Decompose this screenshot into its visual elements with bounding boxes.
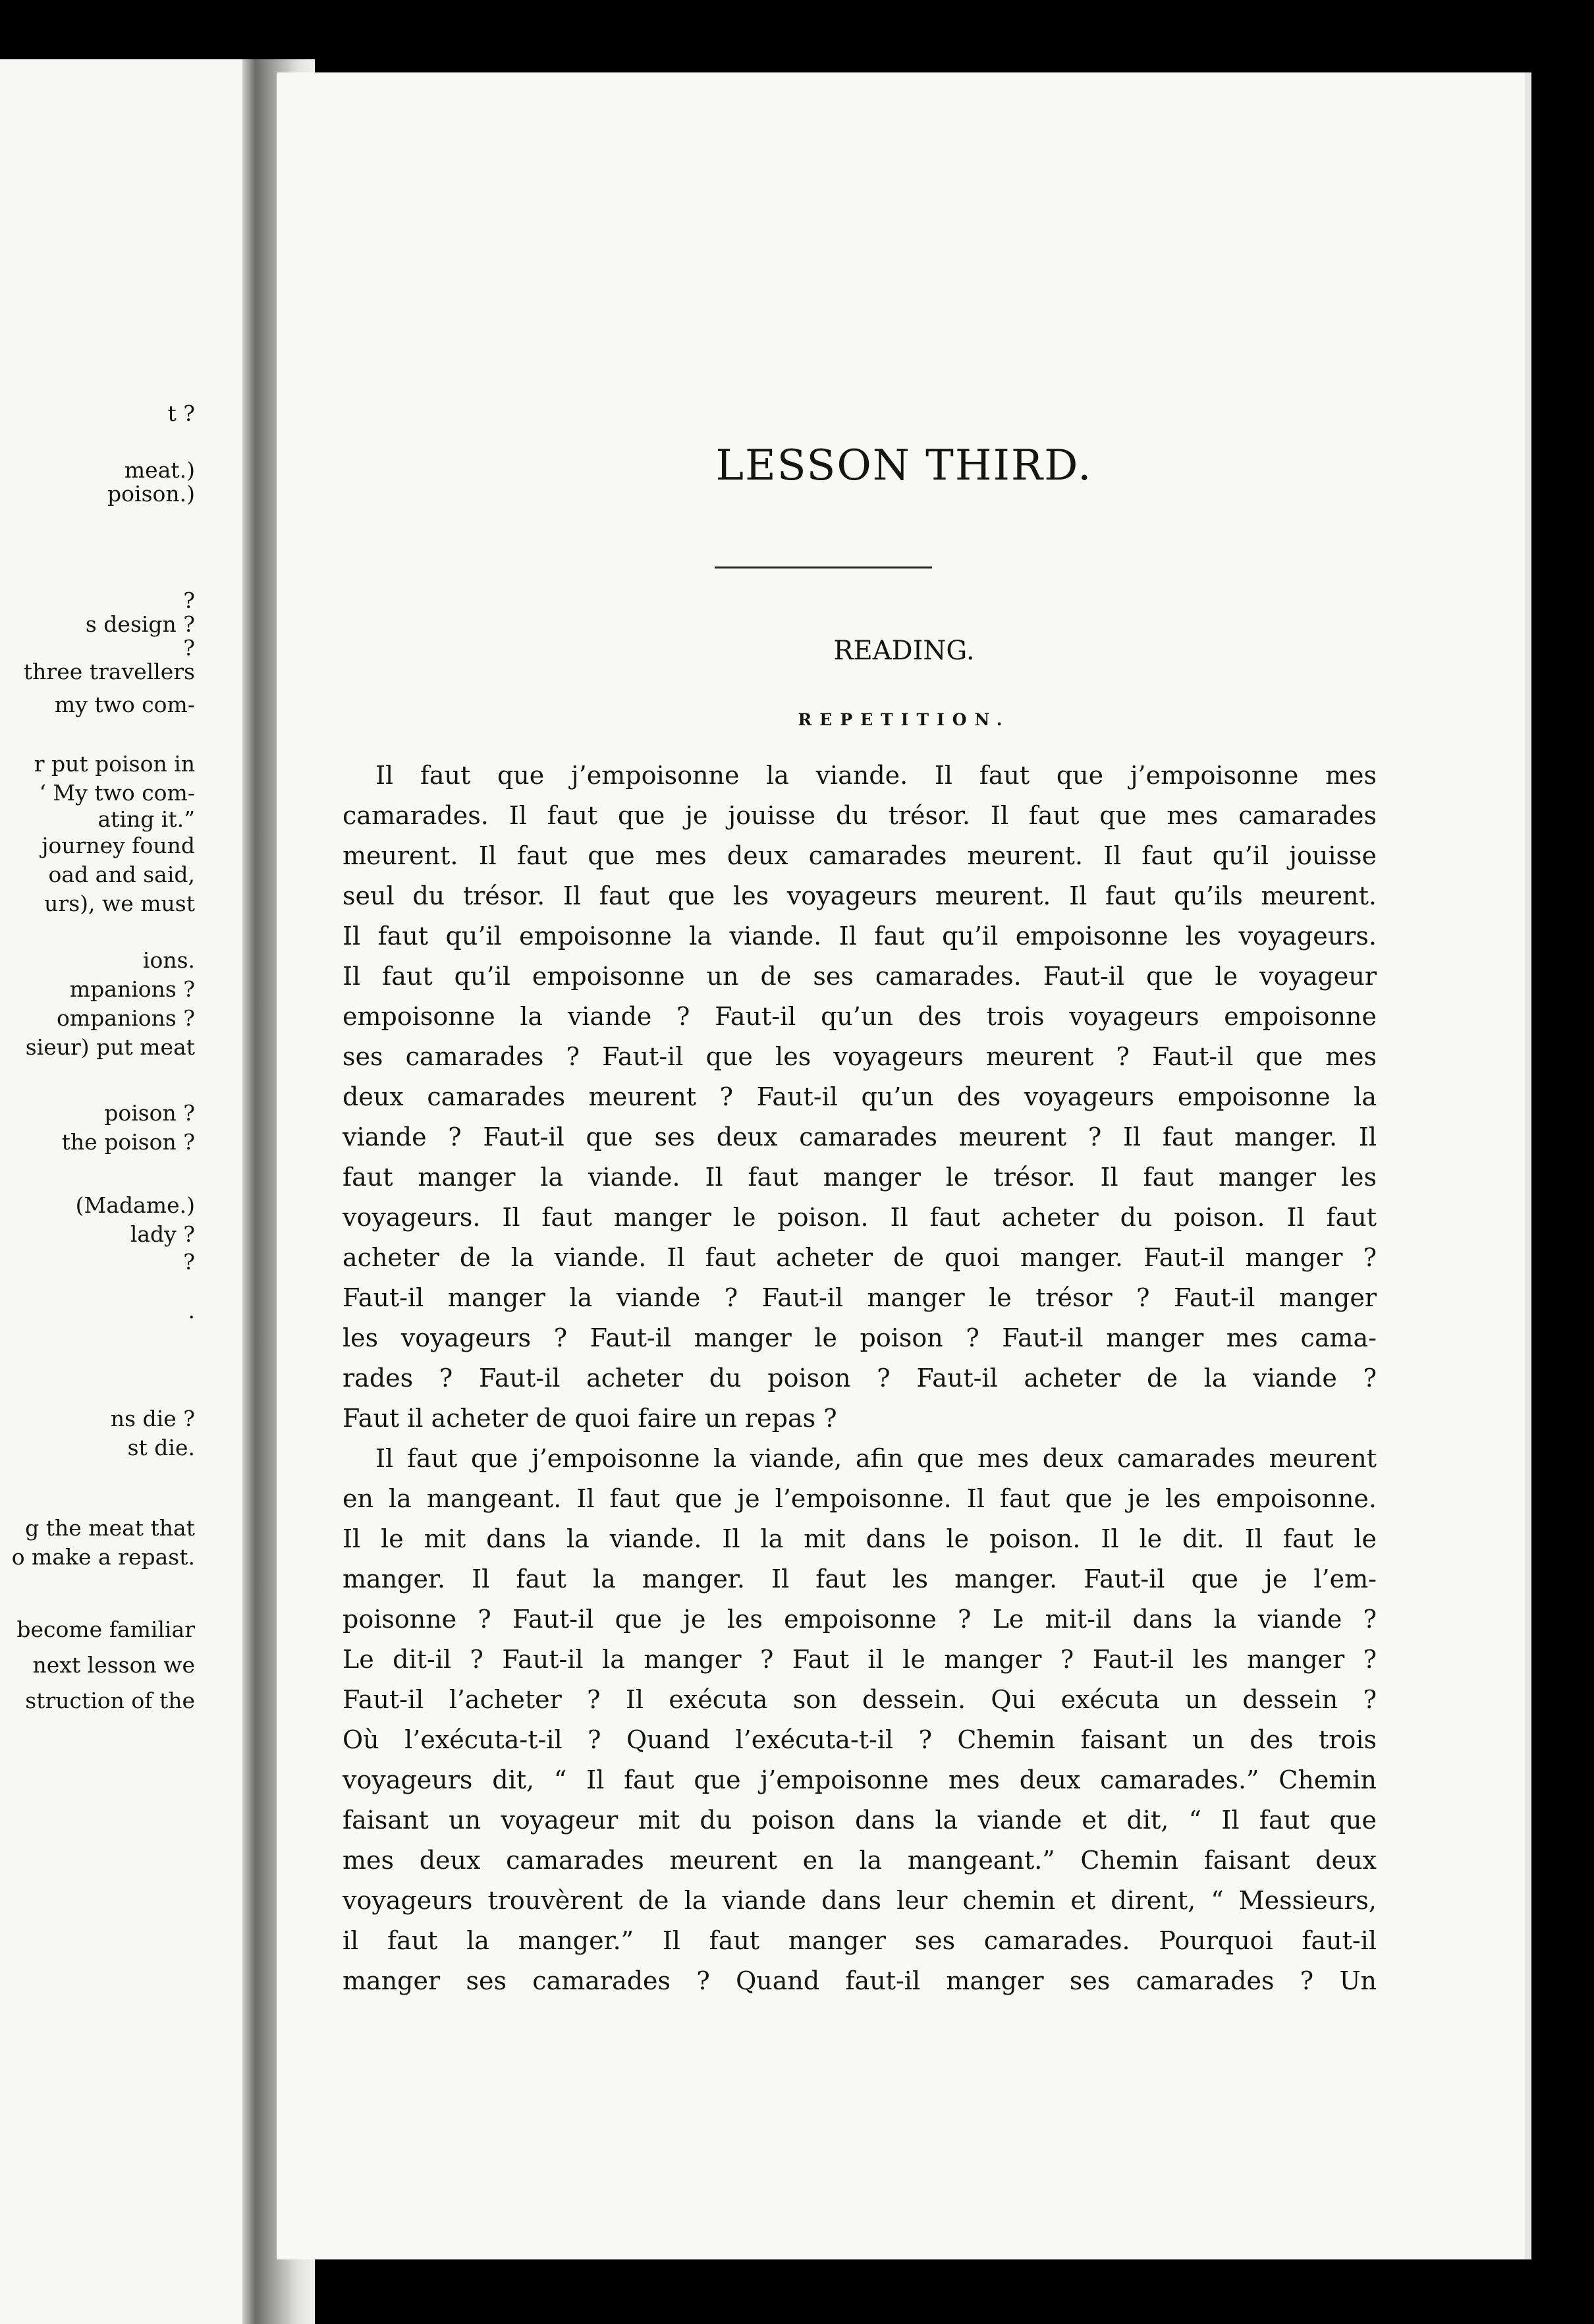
left-line: st die. <box>127 1435 195 1460</box>
text-line: seul du trésor. Il faut que les voyageurs meurent. Il faut qu’ils meurent. <box>343 881 1377 910</box>
text-line: Il faut qu’il empoisonne un de ses camarades. Faut-il que le voyageur <box>343 962 1377 991</box>
text-line: voyageurs trouvèrent de la viande dans leur chemin et dirent, “ Messieurs, <box>343 1886 1377 1915</box>
text-line: voyageurs. Il faut manger le poison. Il faut acheter du poison. Il faut <box>343 1203 1377 1232</box>
text-line: acheter de la viande. Il faut acheter de quoi manger. Faut-il manger ? <box>343 1243 1377 1272</box>
left-line: mpanions ? <box>69 976 195 1002</box>
text-line: Faut-il manger la viande ? Faut-il manger le trésor ? Faut-il manger <box>343 1283 1377 1312</box>
text-line: camarades. Il faut que je jouisse du trésor. Il faut que mes camarades <box>343 801 1377 830</box>
text-line: manger. Il faut la manger. Il faut les manger. Faut-il que je l’em- <box>343 1564 1377 1593</box>
left-line: r put poison in <box>34 751 195 777</box>
left-line: g the meat that <box>25 1515 195 1541</box>
text-line: manger ses camarades ? Quand faut-il manger ses camarades ? Un <box>343 1966 1377 1995</box>
text-line: faut manger la viande. Il faut manger le trésor. Il faut manger les <box>343 1163 1377 1192</box>
subheading: REPETITION. <box>798 710 1010 729</box>
text-line: Faut il acheter de quoi faire un repas ? <box>343 1404 837 1433</box>
text-line: les voyageurs ? Faut-il manger le poison ? Faut-il manger mes cama- <box>343 1323 1377 1352</box>
left-line: ‘ My two com- <box>39 780 195 806</box>
page-edge <box>1525 72 1531 2259</box>
left-line: poison ? <box>104 1100 195 1126</box>
left-line: ompanions ? <box>56 1005 195 1031</box>
text-line: ses camarades ? Faut-il que les voyageurs meurent ? Faut-il que mes <box>343 1042 1377 1071</box>
left-page-fragment <box>0 59 242 2324</box>
left-line: next lesson we <box>32 1652 195 1678</box>
left-line: s design ? <box>85 611 195 637</box>
left-line: o make a repast. <box>11 1544 195 1570</box>
left-line: the poison ? <box>61 1129 195 1155</box>
left-line: urs), we must <box>44 891 195 916</box>
left-line: sieur) put meat <box>25 1034 195 1060</box>
left-line: journey found <box>41 833 195 858</box>
left-line: lady ? <box>130 1221 195 1247</box>
left-line: ns die ? <box>110 1406 195 1431</box>
text-line: Le dit-il ? Faut-il la manger ? Faut il le manger ? Faut-il les manger ? <box>343 1645 1377 1674</box>
text-line: Où l’exécuta-t-il ? Quand l’exécuta-t-il ? Chemin faisant un des trois <box>343 1725 1377 1754</box>
left-line: become familiar <box>16 1617 195 1642</box>
text-line: meurent. Il faut que mes deux camarades meurent. Il faut qu’il jouisse <box>343 841 1377 870</box>
left-line: t ? <box>167 401 195 426</box>
left-line: ? <box>183 1249 195 1275</box>
text-line: en la mangeant. Il faut que je l’empoisonne. Il faut que je les empoisonne. <box>343 1484 1377 1513</box>
text-line: poisonne ? Faut-il que je les empoisonne ? Le mit-il dans la viande ? <box>343 1605 1377 1634</box>
left-line: ating it.” <box>97 806 195 832</box>
left-line: poison.) <box>107 481 195 507</box>
text-line: deux camarades meurent ? Faut-il qu’un des voyageurs empoisonne la <box>343 1082 1377 1111</box>
left-line: (Madame.) <box>75 1192 195 1218</box>
text-line: voyageurs dit, “ Il faut que j’empoisonne mes deux camarades.” Chemin <box>343 1765 1377 1794</box>
right-page <box>277 72 1531 2259</box>
left-line: struction of the <box>25 1688 195 1713</box>
left-line: my two com- <box>54 692 195 717</box>
text-line: il faut la manger.” Il faut manger ses camarades. Pourquoi faut-il <box>343 1926 1377 1955</box>
left-line: three travellers <box>23 659 195 684</box>
text-line: Il faut que j’empoisonne la viande, afin que mes deux camarades meurent <box>375 1444 1377 1473</box>
text-line: Il faut qu’il empoisonne la viande. Il faut qu’il empoisonne les voyageurs. <box>343 922 1377 951</box>
section-heading: READING. <box>833 636 975 666</box>
left-line: ions. <box>142 947 195 973</box>
text-line: viande ? Faut-il que ses deux camarades meurent ? Il faut manger. Il <box>343 1122 1377 1151</box>
left-line: ? <box>183 635 195 661</box>
left-line: meat.) <box>124 457 195 483</box>
lesson-title: LESSON THIRD. <box>715 441 1093 490</box>
left-line: ? <box>183 588 195 613</box>
text-line: empoisonne la viande ? Faut-il qu’un des trois voyageurs empoisonne <box>343 1002 1377 1031</box>
text-line: Il faut que j’empoisonne la viande. Il faut que j’empoisonne mes <box>375 761 1377 790</box>
left-line: oad and said, <box>48 862 195 887</box>
text-line: Faut-il l’acheter ? Il exécuta son dessein. Qui exécuta un dessein ? <box>343 1685 1377 1714</box>
left-line: . <box>188 1298 195 1323</box>
title-rule <box>715 567 932 568</box>
text-line: rades ? Faut-il acheter du poison ? Faut-il acheter de la viande ? <box>343 1364 1377 1393</box>
text-line: mes deux camarades meurent en la mangeant.” Chemin faisant deux <box>343 1846 1377 1875</box>
text-line: faisant un voyageur mit du poison dans la viande et dit, “ Il faut que <box>343 1806 1377 1835</box>
text-line: Il le mit dans la viande. Il la mit dans le poison. Il le dit. Il faut le <box>343 1524 1377 1553</box>
